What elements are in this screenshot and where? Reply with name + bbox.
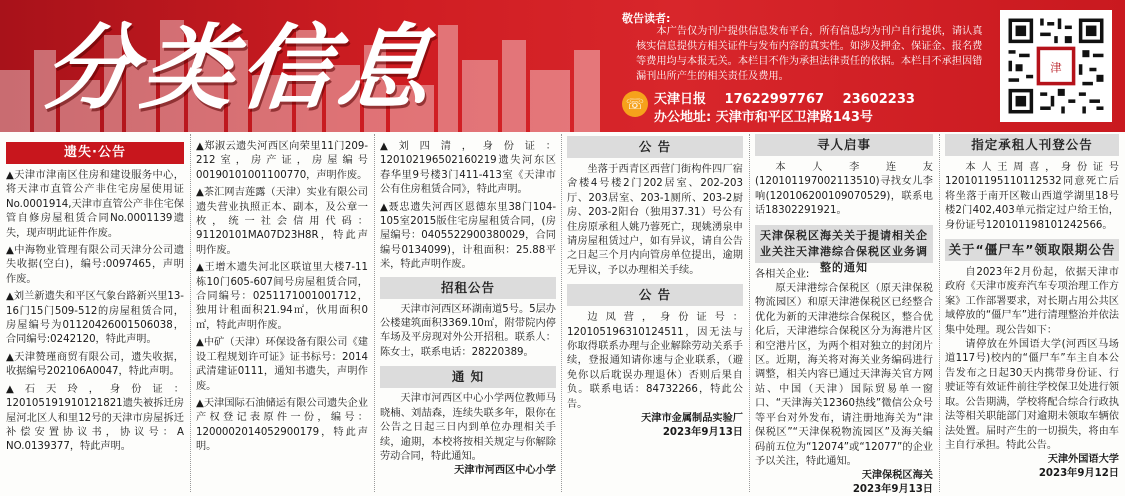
notification-signature: 天津市河西区中心小学 [454, 465, 556, 477]
column-divider [939, 134, 940, 492]
section-title: 分类信息 [38, 15, 442, 122]
classified-columns [0, 132, 1125, 496]
announcement-signature: 天津市金属制品实验厂 [641, 413, 743, 425]
rent-notice-text: 天津市河西区环湖南道5号。5层办公楼建筑面积3369.10㎡，附带院内停车场及平房现对外公开招租。联系人：陈女士，联系电话：28220389。 [380, 303, 556, 358]
column-header-lost: 遗失·公告 [6, 142, 184, 164]
column-lost-notices [6, 132, 184, 496]
column-6 [945, 132, 1119, 496]
qr-code-icon [1005, 15, 1107, 117]
rent-notice-header: 招租公告 [380, 277, 556, 299]
list-item: ▲郑淑云遗失河西区向荣里11门209-212室，房产证，房屋编号00190101001100770，声明作废。 [196, 141, 368, 181]
column-5 [755, 132, 933, 496]
notice-heading: 敬告读者: [622, 12, 671, 25]
announcement-date: 2023年9月13日 [662, 427, 743, 439]
phone-icon: ☏ [622, 91, 648, 117]
svg-text:津: 津 [1050, 61, 1062, 75]
announcement-header-2: 公 告 [567, 284, 743, 306]
zombie-car-text-1: 自2023年2月份起，依据天津市政府《天津市废弃汽车专项治理工作方案》工作部署要求，对长期占用公共区域停放的“僵尸车”进行清理整治并依法集中处理。现公告如下： [945, 267, 1119, 336]
list-item: ▲石天玲，身份证：120105191910121821遗失被拆迁房屋河北区人和里12号的天津市房屋拆迁补偿安置协议书，协议号：A NO.0139377，特此声明。 [6, 383, 184, 453]
column-2-text [196, 140, 368, 455]
list-item: ▲刘兰新遗失和平区气象台路新兴里13-16门15门509-512的房屋租赁合同，房屋编号为01120426001506038，合同编号:0242120，特此声明。 [6, 291, 184, 346]
column-1-text [6, 169, 184, 455]
column-divider [749, 134, 750, 492]
banner [0, 0, 1125, 132]
column-3-text [380, 140, 556, 273]
zombie-car-signature: 天津外国语大学 [1047, 454, 1119, 466]
designated-tenant-header: 指定承租人刊登公告 [945, 134, 1119, 156]
notification-text: 天津市河西区中心小学两位教师马晓楠、刘喆森，连续失联多年，限你在公告之日起三日内到单位办理相关手续，逾期，本校将按相关规定与你解除劳动合同，特此通知。 [380, 393, 556, 462]
list-item: ▲天津赞瑾商贸有限公司，遗失收据，收据编号202106A0047，特此声明。 [6, 351, 184, 378]
column-2 [196, 132, 368, 496]
reader-notice [600, 6, 995, 126]
list-item: ▲中海物业管理有限公司天津分公司遗失收据(空白)，编号:0097465，声明作废。 [6, 245, 184, 285]
customs-notice-header: 天津保税区海关关于提请相关企业关注天津港综合保税区业务调整的通知 [755, 225, 933, 263]
notification-header: 通 知 [380, 366, 556, 388]
phone-number-1[interactable]: 17622997767 [724, 92, 825, 107]
column-divider [561, 134, 562, 492]
list-item: ▲天津国际石油储运有限公司遗失企业产权登记表原件一份，编号：1200002014052900179，特此声明。 [196, 397, 368, 453]
announcement-text-1: 坐落于西青区西营门街构件四厂宿舍楼4号楼2门202居室、202-203厅、203居室、203-1厕所、203-2厨房、203-2阳台（独用37.31）号公有住房原承租人姚乃蓉死亡，现姚湧泉申请房屋租赁过户，如有异议，请自公告之日起三个月内向管房单位提出，逾期无异议，予以办理相关手续。 [567, 164, 743, 276]
zombie-car-header: 关于“僵尸车”领取限期公告 [945, 239, 1119, 261]
list-item: ▲中矿（天津）环保设备有限公司《建设工程规划许可证》证书标号：2014武清建证0111，通知书遗失，声明作废。 [196, 337, 368, 392]
customs-notice-greeting: 各相关企业: [755, 268, 810, 280]
customs-notice-signature: 天津保税区海关 [861, 470, 933, 482]
contact-phones [654, 88, 915, 107]
list-item: ▲茶汇网吉莲露（天津）实业有限公司遗失营业执照正本、副本，及公章一枚，统一社会信用代码：91120101MA07D23H8R，特此声明作废。 [196, 187, 368, 256]
list-item: ▲王增木遗失河北区联谊里大楼7-11栋10门605-607间号房屋租赁合同，合同编号：0251171001001712，独用计租面积21.94㎡，伙用面积0㎡，特此声明作废。 [196, 262, 368, 331]
column-divider [374, 134, 375, 492]
qr-code[interactable] [1000, 10, 1112, 122]
customs-notice-text: 原天津港综合保税区（原天津保税物流园区）和原天津港保税区已经整合优化为新的天津港综合保税区，整合优化后，天津港综合保税区分为海港片区和空港片区，为两个相对独立的封闭片区。近期，海关将对海关业务编码进行调整，相关内容已通过天津海关官方网站、中国（天津）国际贸易单一窗口、“天津海关12360热线”微信公众号等平台对外发布，请注册地海关为“津保税区”“天津保税物流园区”及海关编码前五位为“12074”或“12077”的企业予以关注，特此通知。 [755, 283, 933, 467]
announcement-text-2: 边凤营，身份证号：120105196310124511，因无法与你取得联系办理与企业解除劳动关系手续，登报通知请你速与企业联系，（避免你以后耽误办理退休）否则后果自负。联系电话：84732266，特此公告。 [567, 312, 743, 410]
designated-tenant-text: 本人王周喜，身份证号120101195110112532同意死亡后将坐落于南开区鞍山西道学湖里18号楼2门402,403单元指定过户给王怡，身份证号120101198101242566。 [945, 162, 1119, 231]
announcement-header-1: 公 告 [567, 136, 743, 158]
missing-person-text: 本人李连友(12010119700211351​0)寻找女儿李响(12010620010907052​9)，联系电话18302291921。 [755, 162, 933, 217]
zombie-car-text-2: 请停放在外国语大学(河西区马场道117号)校内的“僵尸车”车主自本公告发布之日起30天内携带身份证、行驶证等有效证件前往学校保卫处进行领取。公告期满，学校将配合综合行政执法等相关职能部门对逾期未领取车辆依法处置。届时产生的一切损失，将由车主自行承担。特此公告。 [945, 339, 1119, 451]
column-4 [567, 132, 743, 496]
list-item: ▲刘四清，身份证：120102196502160219遗失河东区春华里9号楼3门411-413室《天津市公有住房租赁合同》，特此声明。 [380, 141, 556, 196]
newspaper-name: 天津日报 [654, 92, 707, 107]
customs-notice-body [755, 268, 933, 470]
list-item: ▲天津市津南区住房和建设服务中心，将天津市直管公产非住宅房屋使用证No.0001914,天津市直管公产非住宅保管自修房屋租赁合同No.0001139遗失，现声明此证件作废。 [6, 170, 184, 239]
zombie-car-date: 2023年9月12日 [1038, 468, 1119, 480]
office-address: 办公地址: 天津市和平区卫津路143号 [654, 110, 873, 125]
phone-number-2[interactable]: 23602233 [842, 92, 915, 107]
list-item: ▲聂忠遗失河西区恩德东里38门104-105室2015版住宅房屋租赁合同，(房屋编号：0405522900380029，合同编号0134099)，计租面积：25.88平米，特此声明作废。 [380, 201, 556, 271]
customs-notice-date: 2023年9月13日 [852, 484, 933, 496]
missing-person-header: 寻人启事 [755, 134, 933, 156]
column-3 [380, 132, 556, 496]
notice-text: 本广告仅为刊户提供信息发布平台，所有信息均为刊户自行提供，请认真核实信息提供方相关证件与发布内容的真实性。如涉及押金、保证金、报名费等费用均与本报无关。本栏目不作为承担法律责任的依据。本栏目不承担因错漏刊出所产生的相关责任及费用。 [636, 26, 983, 82]
column-divider [190, 134, 191, 492]
